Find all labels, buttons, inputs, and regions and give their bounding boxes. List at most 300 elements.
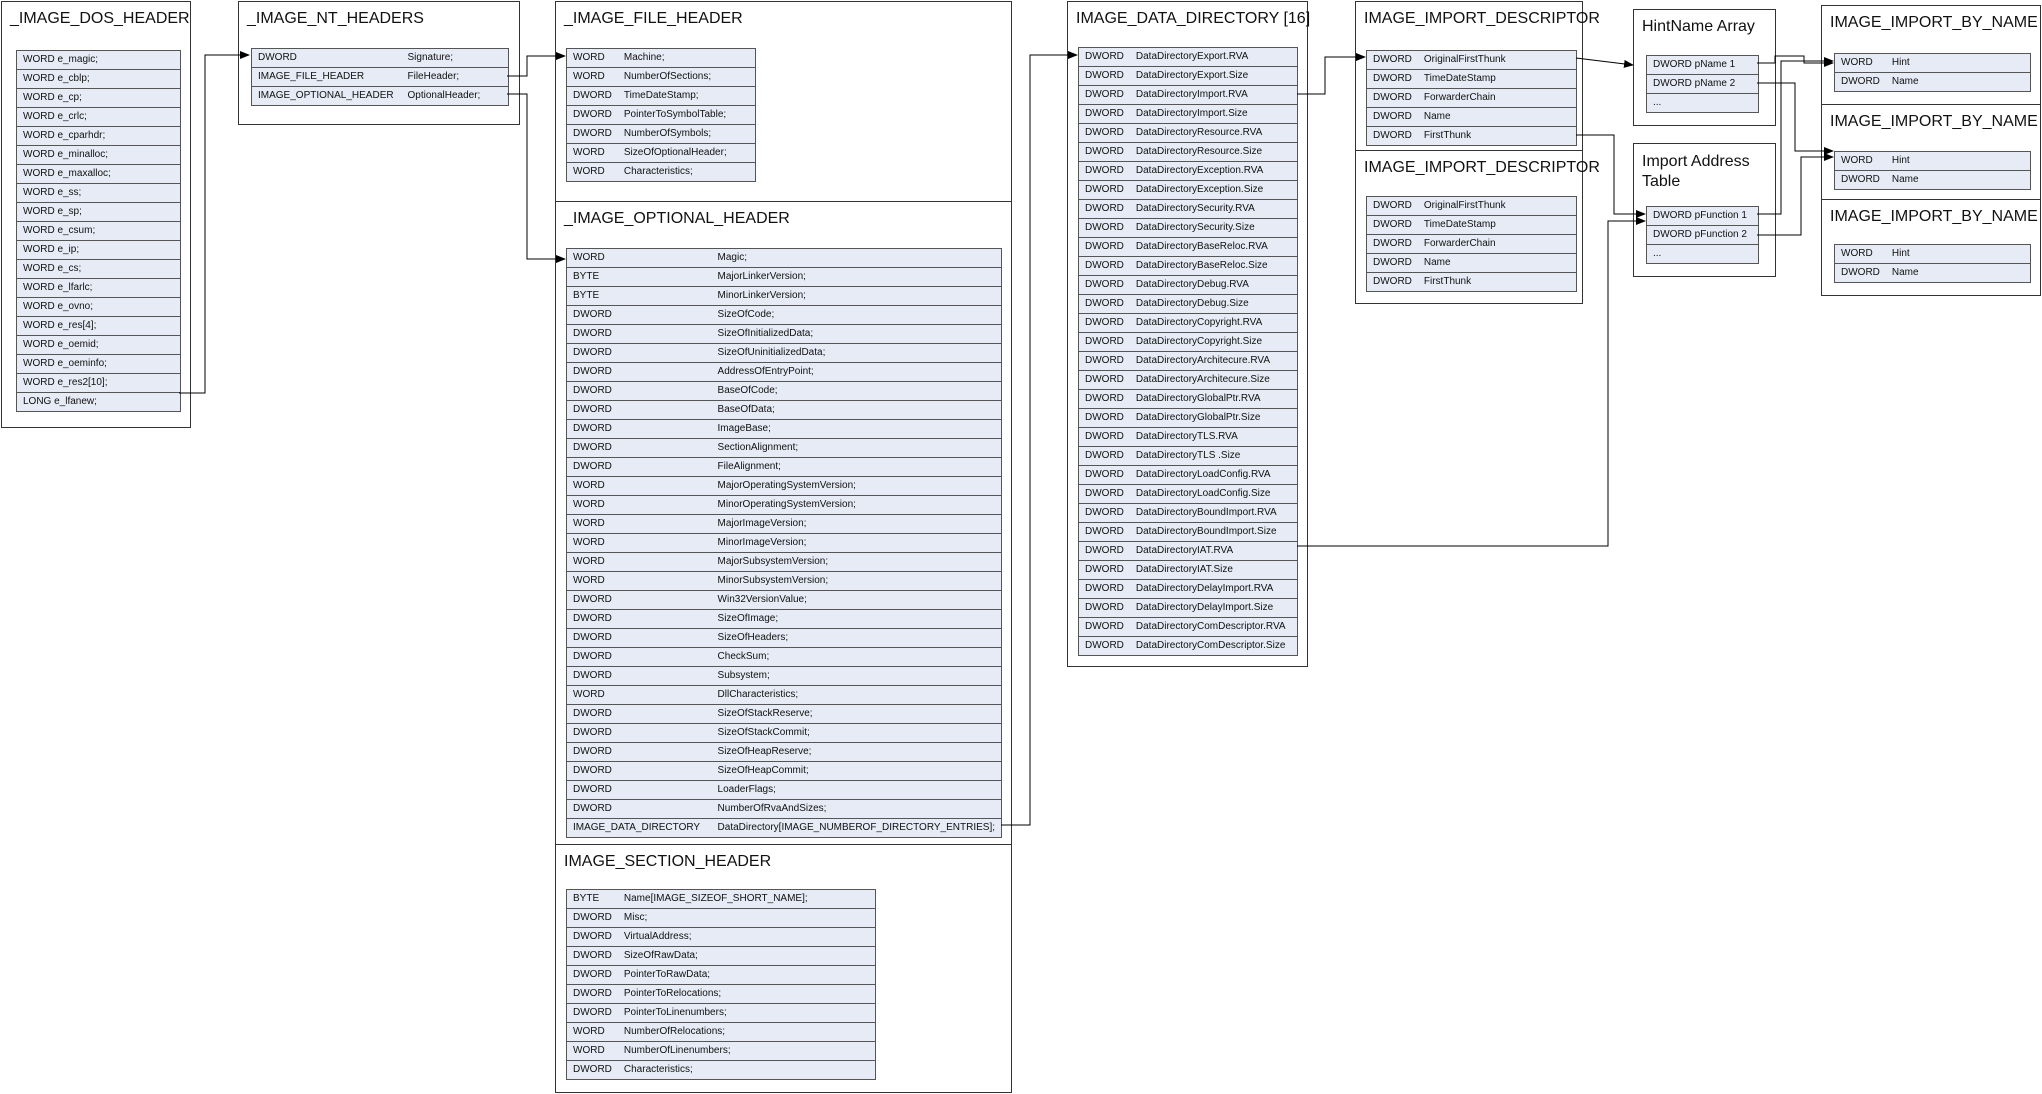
optional-header-row	[567, 743, 1002, 762]
field-name: OptionalHeader;	[402, 87, 509, 106]
optional-header-row	[567, 420, 1002, 439]
data-directory-row	[1079, 618, 1298, 637]
dos-header-row	[17, 70, 181, 89]
optional-header-row	[567, 762, 1002, 781]
data-directory-row	[1079, 466, 1298, 485]
field-text: WORD e_oemid;	[17, 336, 181, 355]
field-type: WORD	[567, 1042, 618, 1061]
arrow-optional-to-data-directory	[1001, 55, 1077, 825]
data-directory-row	[1079, 48, 1298, 67]
field-type: DWORD	[1079, 390, 1130, 409]
field-type: BYTE	[567, 287, 712, 306]
import-address-table-box	[1633, 143, 1776, 277]
field-type: WORD	[1835, 152, 1886, 171]
field-name: MajorImageVersion;	[712, 515, 1002, 534]
field-type: DWORD	[1367, 197, 1418, 216]
file-header-row	[567, 125, 756, 144]
field-type: WORD	[1835, 245, 1886, 264]
field-name: SectionAlignment;	[712, 439, 1002, 458]
file-header-row	[567, 144, 756, 163]
import-descriptor-row	[1367, 254, 1577, 273]
field-text: LONG e_lfanew;	[17, 393, 181, 412]
import-address-table-title: Import Address Table	[1642, 153, 1750, 190]
hintname-row	[1647, 56, 1759, 75]
field-name: DataDirectoryResource.Size	[1130, 143, 1298, 162]
data-directory-row	[1079, 200, 1298, 219]
optional-header-row	[567, 819, 1002, 838]
optional-header-row	[567, 268, 1002, 287]
dos-header-row	[17, 279, 181, 298]
data-directory-box	[1067, 1, 1311, 667]
field-name: DataDirectoryDelayImport.Size	[1130, 599, 1298, 618]
field-type: DWORD	[567, 743, 712, 762]
field-name: Subsystem;	[712, 667, 1002, 686]
optional-header-table	[566, 248, 1002, 838]
field-type: WORD	[567, 496, 712, 515]
field-type: DWORD	[1079, 257, 1130, 276]
data-directory-row	[1079, 447, 1298, 466]
field-text: DWORD pName 2	[1647, 75, 1759, 94]
field-type: DWORD	[1079, 637, 1130, 656]
optional-header-row	[567, 287, 1002, 306]
field-text: WORD e_csum;	[17, 222, 181, 241]
field-type: DWORD	[567, 610, 712, 629]
import-by-name-3-title: IMAGE_IMPORT_BY_NAME	[1830, 208, 2038, 225]
field-type: IMAGE_OPTIONAL_HEADER	[252, 87, 402, 106]
field-type: IMAGE_FILE_HEADER	[252, 68, 402, 87]
data-directory-row	[1079, 333, 1298, 352]
optional-header-row	[567, 781, 1002, 800]
field-type: DWORD	[1079, 428, 1130, 447]
data-directory-row	[1079, 599, 1298, 618]
data-directory-row	[1079, 181, 1298, 200]
dos-header-row	[17, 355, 181, 374]
field-name: PointerToSymbolTable;	[618, 106, 756, 125]
field-name: NumberOfRelocations;	[618, 1023, 876, 1042]
optional-header-row	[567, 439, 1002, 458]
field-type: DWORD	[567, 947, 618, 966]
nt-headers-row	[252, 87, 509, 106]
field-type: WORD	[1835, 54, 1886, 73]
field-type: WORD	[567, 553, 712, 572]
data-directory-title: IMAGE_DATA_DIRECTORY [16]	[1076, 10, 1311, 27]
field-type: DWORD	[1079, 542, 1130, 561]
field-type: DWORD	[1079, 371, 1130, 390]
field-name: PointerToRelocations;	[618, 985, 876, 1004]
field-name: DataDirectoryBoundImport.Size	[1130, 523, 1298, 542]
field-text: WORD e_oeminfo;	[17, 355, 181, 374]
field-name: Signature;	[402, 49, 509, 68]
field-type: DWORD	[1367, 89, 1418, 108]
field-type: WORD	[567, 686, 712, 705]
field-name: DataDirectoryException.Size	[1130, 181, 1298, 200]
field-type: DWORD	[567, 909, 618, 928]
dos-header-row	[17, 184, 181, 203]
field-name: Machine;	[618, 49, 756, 68]
section-header-table	[566, 889, 876, 1080]
data-directory-row	[1079, 428, 1298, 447]
optional-header-row	[567, 458, 1002, 477]
field-name: MajorLinkerVersion;	[712, 268, 1002, 287]
field-type: DWORD	[1079, 618, 1130, 637]
field-name: DataDirectoryImport.Size	[1130, 105, 1298, 124]
field-name: NumberOfLinenumbers;	[618, 1042, 876, 1061]
hintname-array-table	[1646, 55, 1759, 113]
data-directory-row	[1079, 276, 1298, 295]
field-name: Name	[1886, 73, 2031, 92]
field-name: SizeOfRawData;	[618, 947, 876, 966]
dos-header-row	[17, 393, 181, 412]
field-name: DataDirectoryDelayImport.RVA	[1130, 580, 1298, 599]
dos-header-row	[17, 146, 181, 165]
optional-header-row	[567, 534, 1002, 553]
field-name: DataDirectoryIAT.RVA	[1130, 542, 1298, 561]
field-type: DWORD	[567, 306, 712, 325]
field-type: BYTE	[567, 268, 712, 287]
field-type: DWORD	[567, 800, 712, 819]
import-by-name-2-table	[1834, 151, 2031, 190]
iat-row	[1647, 226, 1759, 245]
section-header-row	[567, 1004, 876, 1023]
file-header-row	[567, 163, 756, 182]
field-type: BYTE	[567, 890, 618, 909]
field-type: DWORD	[1079, 504, 1130, 523]
field-type: DWORD	[1079, 143, 1130, 162]
field-name: NumberOfRvaAndSizes;	[712, 800, 1002, 819]
field-name: DataDirectoryBoundImport.RVA	[1130, 504, 1298, 523]
field-name: SizeOfStackReserve;	[712, 705, 1002, 724]
data-directory-row	[1079, 637, 1298, 656]
import-descriptor-row	[1367, 51, 1577, 70]
field-type: WORD	[567, 144, 618, 163]
field-name: DataDirectoryBaseReloc.Size	[1130, 257, 1298, 276]
field-name: ForwarderChain	[1418, 235, 1577, 254]
data-directory-row	[1079, 257, 1298, 276]
field-type: DWORD	[1079, 409, 1130, 428]
field-text: ...	[1647, 245, 1759, 264]
import-descriptor-row	[1367, 89, 1577, 108]
data-directory-row	[1079, 105, 1298, 124]
import-by-name-1-box	[1821, 5, 2041, 105]
field-name: DataDirectoryImport.RVA	[1130, 86, 1298, 105]
field-name: DataDirectoryGlobalPtr.Size	[1130, 409, 1298, 428]
file-header-title: _IMAGE_FILE_HEADER	[564, 10, 743, 27]
field-type: DWORD	[1079, 276, 1130, 295]
field-name: Misc;	[618, 909, 876, 928]
field-type: DWORD	[567, 648, 712, 667]
import-descriptor-2-title: IMAGE_IMPORT_DESCRIPTOR	[1364, 159, 1600, 176]
field-name: DataDirectoryExport.RVA	[1130, 48, 1298, 67]
hintname-row	[1647, 94, 1759, 113]
field-name: Name	[1418, 108, 1577, 127]
field-text: WORD e_cs;	[17, 260, 181, 279]
import-descriptor-row	[1367, 216, 1577, 235]
data-directory-row	[1079, 86, 1298, 105]
optional-header-row	[567, 553, 1002, 572]
field-name: DataDirectoryArchitecure.RVA	[1130, 352, 1298, 371]
import-descriptor-2-table	[1366, 196, 1577, 292]
field-name: VirtualAddress;	[618, 928, 876, 947]
nt-headers-box	[238, 1, 520, 125]
field-type: DWORD	[1079, 314, 1130, 333]
iat-row	[1647, 245, 1759, 264]
field-name: DllCharacteristics;	[712, 686, 1002, 705]
field-type: DWORD	[567, 401, 712, 420]
field-type: DWORD	[1367, 51, 1418, 70]
field-name: DataDirectoryComDescriptor.RVA	[1130, 618, 1298, 637]
field-text: WORD e_cblp;	[17, 70, 181, 89]
field-name: DataDirectoryIAT.Size	[1130, 561, 1298, 580]
iat-row	[1647, 207, 1759, 226]
field-name: DataDirectoryExport.Size	[1130, 67, 1298, 86]
import-descriptor-row	[1367, 235, 1577, 254]
import-descriptor-1-table	[1366, 50, 1577, 146]
import-descriptor-row	[1367, 70, 1577, 89]
dos-header-title: _IMAGE_DOS_HEADER	[10, 10, 190, 27]
field-type: DWORD	[567, 629, 712, 648]
import-by-name-1-table	[1834, 53, 2031, 92]
field-name: DataDirectoryResource.RVA	[1130, 124, 1298, 143]
data-directory-row	[1079, 295, 1298, 314]
field-type: DWORD	[567, 1004, 618, 1023]
field-text: WORD e_crlc;	[17, 108, 181, 127]
field-name: DataDirectoryArchitecure.Size	[1130, 371, 1298, 390]
hintname-row	[1647, 75, 1759, 94]
field-text: WORD e_sp;	[17, 203, 181, 222]
data-directory-row	[1079, 143, 1298, 162]
field-type: DWORD	[1367, 108, 1418, 127]
field-name: DataDirectory[IMAGE_NUMBEROF_DIRECTORY_ENTRIES];	[712, 819, 1002, 838]
import-by-name-3-box	[1821, 199, 2041, 296]
field-type: DWORD	[1079, 333, 1130, 352]
dos-header-row	[17, 51, 181, 70]
field-name: Name	[1886, 171, 2031, 190]
dos-header-row	[17, 317, 181, 336]
field-type: DWORD	[567, 928, 618, 947]
field-type: WORD	[567, 249, 712, 268]
field-name: BaseOfCode;	[712, 382, 1002, 401]
section-header-row	[567, 890, 876, 909]
field-text: WORD e_cparhdr;	[17, 127, 181, 146]
nt-headers-row	[252, 68, 509, 87]
data-directory-row	[1079, 314, 1298, 333]
field-text: WORD e_ss;	[17, 184, 181, 203]
field-type: DWORD	[1367, 127, 1418, 146]
data-directory-table	[1078, 47, 1298, 656]
file-header-row	[567, 49, 756, 68]
field-type: DWORD	[567, 382, 712, 401]
section-header-row	[567, 966, 876, 985]
field-type: WORD	[567, 1023, 618, 1042]
field-type: DWORD	[567, 985, 618, 1004]
field-name: MinorImageVersion;	[712, 534, 1002, 553]
import-descriptor-row	[1367, 273, 1577, 292]
field-name: TimeDateStamp;	[618, 87, 756, 106]
field-name: SizeOfStackCommit;	[712, 724, 1002, 743]
field-text: DWORD pName 1	[1647, 56, 1759, 75]
nt-headers-row	[252, 49, 509, 68]
section-header-box	[555, 844, 1012, 1093]
import-descriptor-2-box	[1355, 150, 1600, 304]
import-by-name-2-box	[1821, 104, 2041, 200]
optional-header-box	[555, 201, 1012, 845]
optional-header-row	[567, 477, 1002, 496]
field-type: DWORD	[1079, 238, 1130, 257]
dos-header-row	[17, 165, 181, 184]
field-type: DWORD	[1079, 200, 1130, 219]
field-name: FileAlignment;	[712, 458, 1002, 477]
field-type: DWORD	[1835, 73, 1886, 92]
field-text: WORD e_magic;	[17, 51, 181, 70]
field-name: SizeOfCode;	[712, 306, 1002, 325]
optional-header-row	[567, 667, 1002, 686]
field-name: DataDirectoryTLS.RVA	[1130, 428, 1298, 447]
field-type: DWORD	[567, 344, 712, 363]
field-type: DWORD	[1079, 447, 1130, 466]
field-type: IMAGE_DATA_DIRECTORY	[567, 819, 712, 838]
optional-header-title: _IMAGE_OPTIONAL_HEADER	[564, 210, 790, 227]
field-type: DWORD	[567, 781, 712, 800]
dos-header-table	[16, 50, 181, 412]
optional-header-row	[567, 572, 1002, 591]
dos-header-row	[17, 260, 181, 279]
import-by-name-2-title: IMAGE_IMPORT_BY_NAME	[1830, 113, 2038, 130]
optional-header-row	[567, 306, 1002, 325]
section-header-row	[567, 1061, 876, 1080]
import-descriptor-1-title: IMAGE_IMPORT_DESCRIPTOR	[1364, 10, 1600, 27]
section-header-row	[567, 928, 876, 947]
file-header-row	[567, 106, 756, 125]
field-type: DWORD	[1367, 273, 1418, 292]
field-name: FirstThunk	[1418, 273, 1577, 292]
field-name: LoaderFlags;	[712, 781, 1002, 800]
field-name: NumberOfSections;	[618, 68, 756, 87]
field-type: DWORD	[567, 363, 712, 382]
field-type: DWORD	[1079, 105, 1130, 124]
file-header-row	[567, 87, 756, 106]
field-type: DWORD	[1835, 264, 1886, 283]
field-name: BaseOfData;	[712, 401, 1002, 420]
data-directory-row	[1079, 162, 1298, 181]
field-name: DataDirectoryDebug.Size	[1130, 295, 1298, 314]
field-name: DataDirectorySecurity.Size	[1130, 219, 1298, 238]
field-type: DWORD	[567, 591, 712, 610]
field-name: SizeOfImage;	[712, 610, 1002, 629]
field-name: DataDirectoryGlobalPtr.RVA	[1130, 390, 1298, 409]
import-by-name-1-title: IMAGE_IMPORT_BY_NAME	[1830, 14, 2038, 31]
import-descriptor-row	[1367, 197, 1577, 216]
optional-header-row	[567, 724, 1002, 743]
file-header-table	[566, 48, 756, 182]
data-directory-row	[1079, 409, 1298, 428]
field-type: DWORD	[1079, 181, 1130, 200]
data-directory-row	[1079, 67, 1298, 86]
field-name: MinorSubsystemVersion;	[712, 572, 1002, 591]
field-name: PointerToLinenumbers;	[618, 1004, 876, 1023]
data-directory-row	[1079, 352, 1298, 371]
field-name: DataDirectoryLoadConfig.Size	[1130, 485, 1298, 504]
field-type: DWORD	[1079, 485, 1130, 504]
import-address-table-table	[1646, 206, 1759, 264]
data-directory-row	[1079, 523, 1298, 542]
field-name: Hint	[1886, 54, 2031, 73]
field-name: DataDirectoryLoadConfig.RVA	[1130, 466, 1298, 485]
field-name: DataDirectoryComDescriptor.Size	[1130, 637, 1298, 656]
import-by-name-row	[1835, 54, 2031, 73]
optional-header-row	[567, 648, 1002, 667]
field-name: DataDirectoryBaseReloc.RVA	[1130, 238, 1298, 257]
field-text: DWORD pFunction 2	[1647, 226, 1759, 245]
section-header-title: IMAGE_SECTION_HEADER	[564, 853, 772, 870]
hintname-array-box	[1633, 9, 1776, 126]
field-name: Characteristics;	[618, 1061, 876, 1080]
field-text: WORD e_cp;	[17, 89, 181, 108]
optional-header-row	[567, 610, 1002, 629]
section-header-row	[567, 947, 876, 966]
dos-header-row	[17, 222, 181, 241]
field-name: DataDirectoryException.RVA	[1130, 162, 1298, 181]
field-type: WORD	[567, 572, 712, 591]
field-type: DWORD	[567, 420, 712, 439]
field-type: DWORD	[1079, 295, 1130, 314]
data-directory-row	[1079, 371, 1298, 390]
optional-header-row	[567, 363, 1002, 382]
field-type: DWORD	[1835, 171, 1886, 190]
field-name: MinorOperatingSystemVersion;	[712, 496, 1002, 515]
field-name: TimeDateStamp	[1418, 70, 1577, 89]
dos-header-box	[1, 1, 191, 428]
field-name: SizeOfHeaders;	[712, 629, 1002, 648]
import-by-name-row	[1835, 264, 2031, 283]
field-type: WORD	[567, 49, 618, 68]
import-descriptor-row	[1367, 127, 1577, 146]
field-type: DWORD	[1079, 67, 1130, 86]
field-name: ForwarderChain	[1418, 89, 1577, 108]
field-type: DWORD	[1079, 523, 1130, 542]
data-directory-row	[1079, 219, 1298, 238]
field-name: OriginalFirstThunk	[1418, 51, 1577, 70]
field-type: DWORD	[567, 125, 618, 144]
nt-headers-table	[251, 48, 509, 106]
import-by-name-row	[1835, 152, 2031, 171]
import-by-name-row	[1835, 73, 2031, 92]
dos-header-row	[17, 336, 181, 355]
field-type: DWORD	[567, 439, 712, 458]
field-name: AddressOfEntryPoint;	[712, 363, 1002, 382]
field-type: WORD	[567, 68, 618, 87]
field-type: DWORD	[567, 106, 618, 125]
optional-header-row	[567, 515, 1002, 534]
section-header-row	[567, 1042, 876, 1061]
field-name: DataDirectoryTLS .Size	[1130, 447, 1298, 466]
field-name: MajorOperatingSystemVersion;	[712, 477, 1002, 496]
dos-header-row	[17, 374, 181, 393]
field-type: DWORD	[1079, 466, 1130, 485]
field-name: Hint	[1886, 152, 2031, 171]
field-type: DWORD	[567, 325, 712, 344]
field-name: NumberOfSymbols;	[618, 125, 756, 144]
field-name: DataDirectoryDebug.RVA	[1130, 276, 1298, 295]
field-type: DWORD	[1367, 254, 1418, 273]
field-type: DWORD	[567, 705, 712, 724]
data-directory-row	[1079, 504, 1298, 523]
import-descriptor-1-box	[1355, 1, 1600, 151]
field-text: WORD e_lfarlc;	[17, 279, 181, 298]
data-directory-row	[1079, 124, 1298, 143]
data-directory-row	[1079, 561, 1298, 580]
field-type: DWORD	[1079, 48, 1130, 67]
field-name: SizeOfOptionalHeader;	[618, 144, 756, 163]
